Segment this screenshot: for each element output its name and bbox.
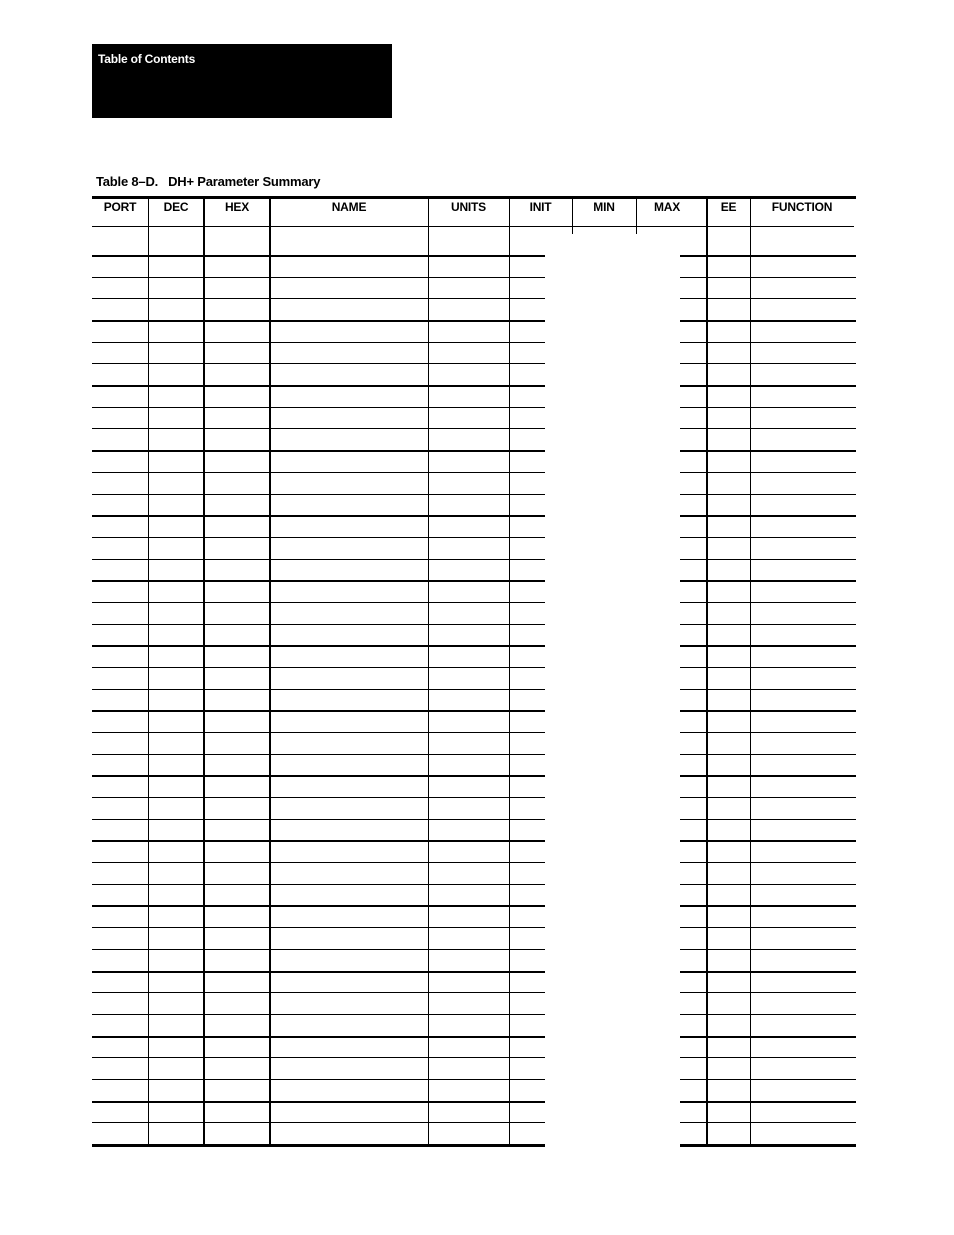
row-rule-left [92,298,545,299]
row-rule-left [92,1057,545,1058]
row-rule-left [92,559,545,560]
row-rule-left [92,363,545,364]
column-divider [750,199,751,1144]
row-rule-left [92,1014,545,1015]
row-rule-left [92,1122,545,1123]
row-rule-left [92,494,545,495]
row-rule-left [92,450,545,452]
column-divider [572,199,573,234]
section-label: Table of Contents [98,52,196,66]
row-rule-left [92,775,545,777]
column-header-min: MIN [593,200,615,214]
row-rule-right [680,1144,856,1147]
row-rule-left [92,537,545,538]
column-divider [148,199,149,1144]
column-divider [269,199,271,1144]
row-rule-left [92,949,545,950]
table-top-rule [92,196,856,199]
row-rule-left [92,320,545,322]
column-divider [509,199,510,1144]
column-header-hex: HEX [224,200,250,214]
column-divider [636,199,637,234]
row-rule-left [92,667,545,668]
column-divider [203,199,205,1144]
row-rule-left [92,732,545,733]
row-rule-left [92,884,545,885]
row-rule-left [92,971,545,973]
row-rule-left [92,277,545,278]
row-rule-left [92,407,545,408]
row-rule-left [92,710,545,712]
table-caption-title: DH+ Parameter Summary [168,174,321,189]
row-rule-left [92,689,545,690]
row-rule-left [92,927,545,928]
column-header-dec: DEC [163,200,189,214]
row-rule-left [92,515,545,517]
row-rule-left [92,1101,545,1103]
table-caption-number: Table 8–D. [96,174,159,189]
row-rule-left [92,645,545,647]
row-rule-left [92,472,545,473]
row-rule-left [92,602,545,603]
column-header-init: INIT [529,200,552,214]
column-header-max: MAX [653,200,681,214]
row-rule-left [92,1144,545,1147]
row-rule-left [92,797,545,798]
row-rule-left [92,580,545,582]
row-rule-left [92,1036,545,1038]
row-rule-left [92,255,545,257]
column-divider [428,199,429,1144]
column-header-units: UNITS [450,200,486,214]
row-rule-left [92,992,545,993]
column-header-ee: EE [720,200,737,214]
column-header-port: PORT [103,200,137,214]
row-rule-left [92,840,545,842]
row-rule-left [92,428,545,429]
row-rule-left [92,342,545,343]
header-bottom-rule [92,226,854,227]
column-header-name: NAME [331,200,367,214]
column-divider [706,199,708,1144]
row-rule-left [92,624,545,625]
column-header-function: FUNCTION [771,200,833,214]
row-rule-left [92,385,545,387]
row-rule-left [92,905,545,907]
row-rule-left [92,754,545,755]
row-rule-left [92,819,545,820]
row-rule-left [92,1079,545,1080]
row-rule-left [92,862,545,863]
